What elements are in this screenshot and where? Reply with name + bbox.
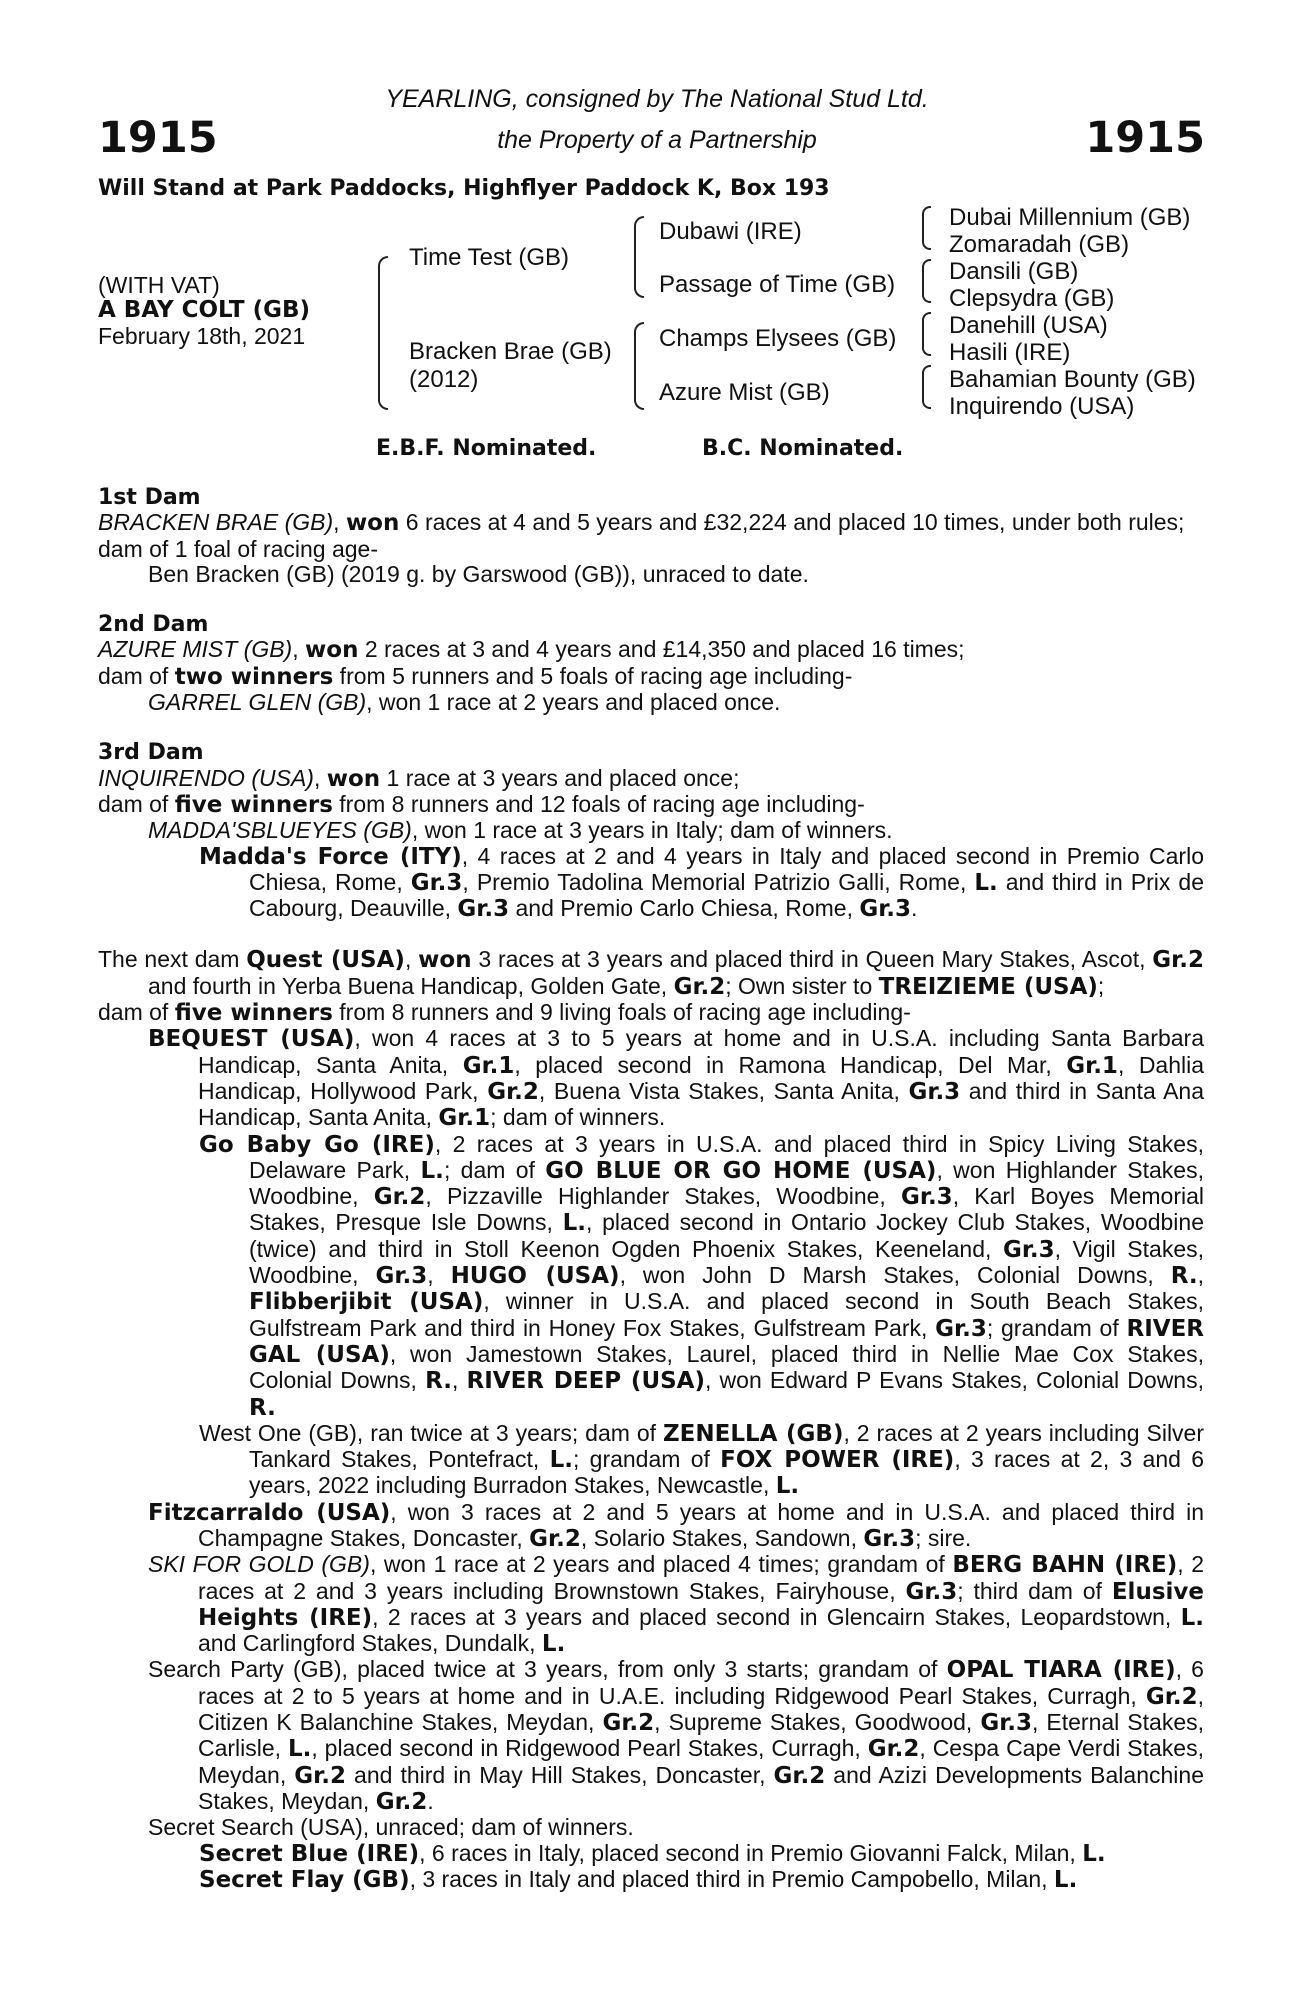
- ggp-6: Hasili (IRE): [949, 339, 1071, 366]
- sire-dam: Passage of Time (GB): [659, 271, 896, 298]
- ski-for-gold-entry: SKI FOR GOLD (GB), won 1 race at 2 years and placed 4 times; grandam of BERG BAHN (IRE), 2 races at 2 and 3 years including Brownstown Stakes, Fairyhouse, Gr.3; third dam of Elusive Heights (IRE), 2 races at 3 years and placed second in Glencairn Stakes, Leopardstown, L. and Carlingford Stakes, Dundalk, L.: [148, 1551, 1205, 1658]
- vat-note: (WITH VAT): [98, 272, 220, 298]
- ggp-8: Inquirendo (USA): [949, 393, 1135, 420]
- foaling-date: February 18th, 2021: [98, 323, 306, 349]
- ebf-nomination: E.B.F. Nominated.: [376, 436, 597, 461]
- fitzcarraldo-entry: Fitzcarraldo (USA), won 3 races at 2 and 5 years at home and in U.S.A. and placed third in Champagne Stakes, Doncaster, Gr.2, Solario Stakes, Sandown, Gr.3; sire.: [148, 1498, 1204, 1552]
- west-one-entry: West One (GB), ran twice at 3 years; dam of ZENELLA (GB), 2 races at 2 years including Silver Tankard Stakes, Pontefract, L.; grandam of FOX POWER (IRE), 3 races at 2, 3 and 6 years, 2022 including Burradon Stakes, Newcastle, L.: [199, 1419, 1205, 1500]
- consignor-line: YEARLING, consigned by The National Stud Ltd.: [385, 85, 929, 113]
- location-line: Will Stand at Park Paddocks, Highflyer Paddock K, Box 193: [98, 176, 830, 201]
- ggp-5: Danehill (USA): [949, 312, 1108, 339]
- second-dam-foal: GARREL GLEN (GB), won 1 race at 2 years and placed once.: [148, 689, 781, 716]
- third-dam-foal: MADDA'SBLUEYES (GB), won 1 race at 3 years in Italy; dam of winners.: [148, 817, 893, 844]
- third-dam-grandfoal: Madda's Force (ITY), 4 races at 2 and 4 years in Italy and placed second in Premio Carlo Chiesa, Rome, Gr.3, Premio Tadolina Memorial Patrizio Galli, Rome, L. and third in Prix de Cabourg, Deauville, Gr.3 and Premio Carlo Chiesa, Rome, Gr.3.: [199, 842, 1204, 923]
- dam-sire: Champs Elysees (GB): [659, 325, 897, 352]
- ggp-4: Clepsydra (GB): [949, 285, 1115, 312]
- third-dam-produce: dam of five winners from 8 runners and 12 foals of racing age including-: [98, 790, 865, 818]
- property-line: the Property of a Partnership: [497, 126, 817, 154]
- first-dam-record: BRACKEN BRAE (GB), won 6 races at 4 and 5 years and £32,224 and placed 10 times, under both rules;: [98, 509, 1185, 537]
- second-dam-title: 2nd Dam: [98, 612, 209, 638]
- third-dam-title: 3rd Dam: [98, 740, 204, 766]
- catalogue-body: [98, 485, 1204, 1893]
- search-party-entry: Search Party (GB), placed twice at 3 years, from only 3 starts; grandam of OPAL TIARA (IRE), 6 races at 2 to 5 years at home and in U.A.E. including Ridgewood Pearl Stakes, Curragh, Gr.2, Citizen K Balanchine Stakes, Meydan, Gr.2, Supreme Stakes, Goodwood, Gr.3, Eternal Stakes, Carlisle, L., placed second in Ridgewood Pearl Stakes, Curragh, Gr.2, Cespa Cape Verdi Stakes, Meydan, Gr.2 and third in May Hill Stakes, Doncaster, Gr.2 and Azizi Developments Balanchine Stakes, Meydan, Gr.2.: [148, 1656, 1205, 1815]
- next-dam-record: The next dam Quest (USA), won 3 races at 3 years and placed third in Queen Mary Stakes, Ascot, Gr.2 and fourth in Yerba Buena Handicap, Golden Gate, Gr.2; Own sister to TREIZIEME (USA);: [98, 946, 1204, 1000]
- bracket-gen3b: [922, 259, 931, 303]
- first-dam-foal: Ben Bracken (GB) (2019 g. by Garswood (GB)), unraced to date.: [148, 560, 809, 587]
- third-dam-record: INQUIRENDO (USA), won 1 race at 3 years and placed once;: [98, 764, 740, 792]
- ggp-1: Dubai Millennium (GB): [949, 204, 1191, 231]
- secret-blue-entry: Secret Blue (IRE), 6 races in Italy, placed second in Premio Giovanni Falck, Milan, L.: [199, 1839, 1106, 1867]
- lot-number-left: 1915: [98, 113, 218, 163]
- bracket-gen2b: [634, 322, 644, 410]
- go-baby-go-entry: Go Baby Go (IRE), 2 races at 3 years in U.S.A. and placed third in Spicy Living Stakes, Delaware Park, L.; dam of GO BLUE OR GO HOME (USA), won Highlander Stakes, Woodbine, Gr.2, Pizzaville Highlander Stakes, Woodbine, Gr.3, Karl Boyes Memorial Stakes, Presque Isle Downs, L., placed second in Ontario Jockey Club Stakes, Woodbine (twice) and third in Stoll Keenon Ogden Phoenix Stakes, Keeneland, Gr.3, Vigil Stakes, Woodbine, Gr.3, HUGO (USA), won John D Marsh Stakes, Colonial Downs, R., Flibberjibit (USA), winner in U.S.A. and placed second in South Beach Stakes, Gulfstream Park and third in Honey Fox Stakes, Gulfstream Park, Gr.3; grandam of RIVER GAL (USA), won Jamestown Stakes, Laurel, placed third in Nellie Mae Cox Stakes, Colonial Downs, R., RIVER DEEP (USA), won Edward P Evans Stakes, Colonial Downs, R.: [199, 1130, 1205, 1421]
- sire: Time Test (GB): [409, 244, 570, 271]
- dam-dam: Azure Mist (GB): [659, 379, 830, 406]
- dam: Bracken Brae (GB): [409, 338, 612, 365]
- second-dam-produce: dam of two winners from 5 runners and 5 foals of racing age including-: [98, 662, 853, 690]
- bracket-gen3d: [922, 365, 931, 409]
- secret-search-entry: Secret Search (USA), unraced; dam of winners.: [148, 1814, 634, 1841]
- bracket-gen3a: [922, 206, 931, 250]
- secret-flay-entry: Secret Flay (GB), 3 races in Italy and placed third in Premio Campobello, Milan, L.: [199, 1865, 1078, 1893]
- next-dam-produce: dam of five winners from 8 runners and 9 living foals of racing age including-: [98, 999, 911, 1027]
- bracket-gen1: [378, 256, 388, 410]
- ggp-3: Dansili (GB): [949, 258, 1079, 285]
- bracket-gen3c: [922, 312, 931, 356]
- bc-nomination: B.C. Nominated.: [702, 436, 904, 461]
- bracket-gen2a: [634, 216, 644, 298]
- sire-sire: Dubawi (IRE): [659, 218, 802, 245]
- dam-year: (2012): [409, 366, 479, 393]
- first-dam-title: 1st Dam: [98, 485, 201, 510]
- second-dam-record: AZURE MIST (GB), won 2 races at 3 and 4 years and £14,350 and placed 16 times;: [98, 636, 965, 664]
- ggp-7: Bahamian Bounty (GB): [949, 366, 1196, 393]
- horse-name: A BAY COLT (GB): [98, 297, 311, 323]
- bequest-entry: BEQUEST (USA), won 4 races at 3 to 5 years at home and in U.S.A. including Santa Barbara Handicap, Santa Anita, Gr.1, placed second in Ramona Handicap, Del Mar, Gr.1, Dahlia Handicap, Hollywood Park, Gr.2, Buena Vista Stakes, Santa Anita, Gr.3 and third in Santa Ana Handicap, Santa Anita, Gr.1; dam of winners.: [148, 1025, 1205, 1132]
- first-dam-produce: dam of 1 foal of racing age-: [98, 535, 378, 562]
- ggp-2: Zomaradah (GB): [949, 231, 1130, 258]
- lot-number-right: 1915: [1085, 113, 1205, 163]
